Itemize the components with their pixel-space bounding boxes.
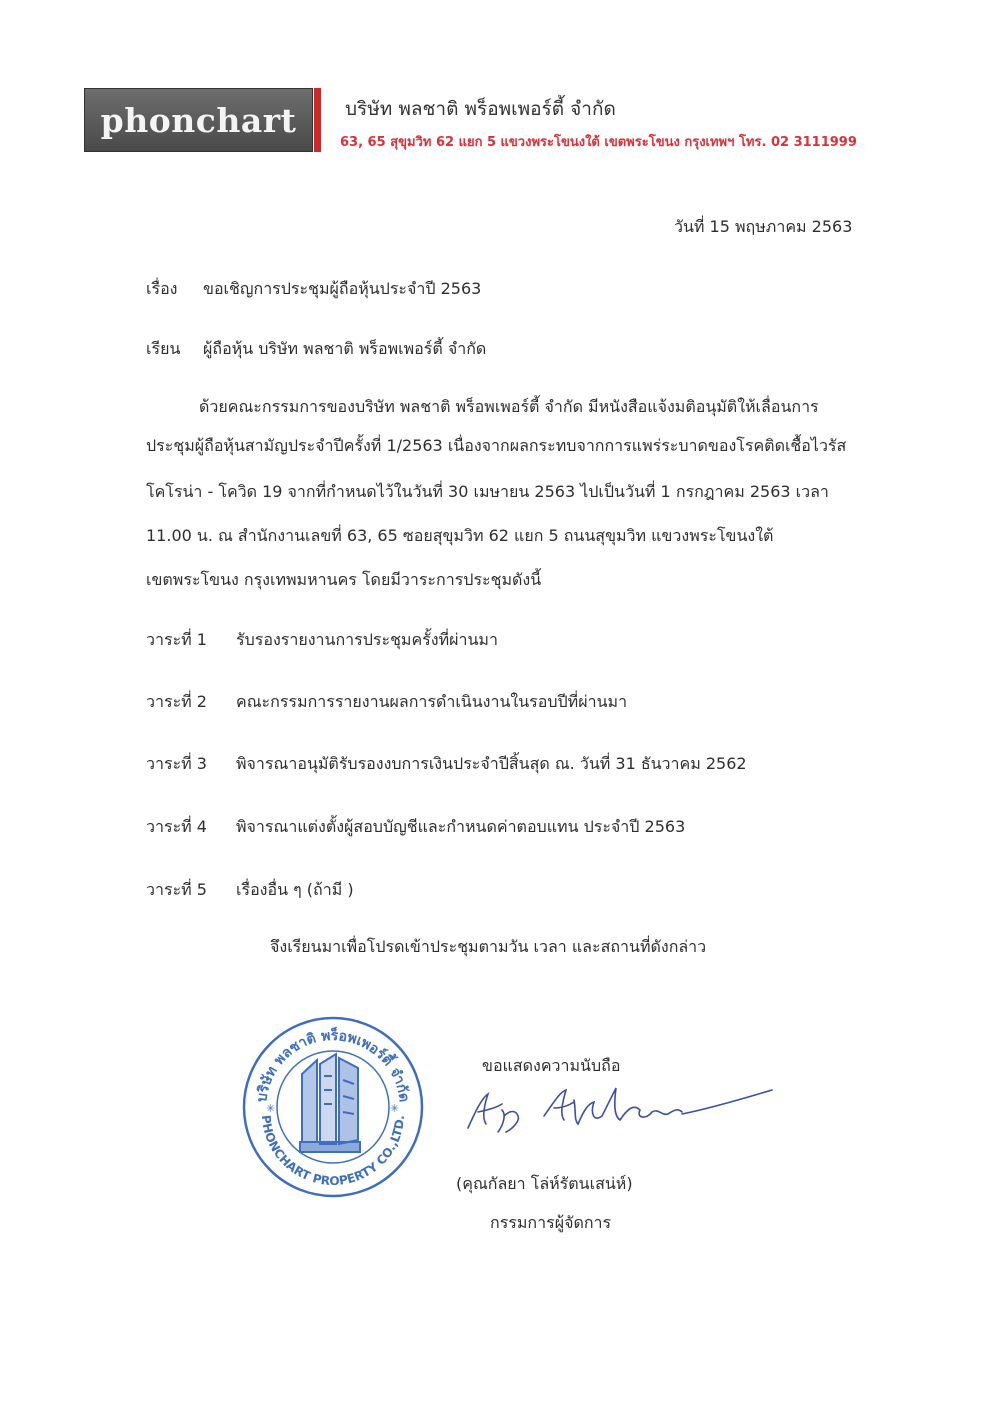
recipient-label: เรียน — [146, 339, 181, 358]
stamp-text-bottom: PHONCHART PROPERTY CO.,LTD. — [258, 1114, 408, 1189]
recipient-text: ผู้ถือหุ้น บริษัท พลชาติ พร็อพเพอร์ตี้ จำกัด — [203, 339, 487, 358]
agenda-label: วาระที่ 3 — [146, 754, 207, 773]
logo-accent-bar — [314, 88, 321, 152]
agenda-label: วาระที่ 5 — [146, 880, 207, 899]
agenda-label: วาระที่ 4 — [146, 817, 207, 836]
agenda-text: พิจารณาอนุมัติรับรองงบการเงินประจำปีสิ้นสุด ณ. วันที่ 31 ธันวาคม 2562 — [236, 754, 747, 773]
company-name: บริษัท พลชาติ พร็อพเพอร์ตี้ จำกัด — [345, 98, 616, 120]
svg-text:✳: ✳ — [266, 1102, 276, 1115]
letter-date: วันที่ 15 พฤษภาคม 2563 — [674, 217, 853, 236]
company-address: 63, 65 สุขุมวิท 62 แยก 5 แขวงพระโขนงใต้ เขตพระโขนง กรุงเทพฯ โทร. 02 3111999 — [340, 135, 857, 150]
subject-label: เรื่อง — [146, 279, 178, 298]
stamp-text-top: บริษัท พลชาติ พร็อพเพอร์ตี้ จำกัด — [254, 1027, 412, 1104]
regards-text: ขอแสดงความนับถือ — [482, 1056, 621, 1075]
building-emblem — [300, 1054, 360, 1152]
body-line: ด้วยคณะกรรมการของบริษัท พลชาติ พร็อพเพอร์ตี้ จำกัด มีหนังสือแจ้งมติอนุมัติให้เลื่อนการ — [199, 397, 819, 416]
company-stamp — [240, 1014, 426, 1200]
svg-text:✳: ✳ — [390, 1102, 400, 1115]
logo-text: phonchart — [100, 100, 297, 140]
body-line: 11.00 น. ณ สำนักงานเลขที่ 63, 65 ซอยสุขุมวิท 62 แยก 5 ถนนสุขุมวิท แขวงพระโขนงใต้ — [146, 526, 774, 545]
body-line: ประชุมผู้ถือหุ้นสามัญประจำปีครั้งที่ 1/2563 เนื่องจากผลกระทบจากการแพร่ระบาดของโรคติดเชื้อไวรัส — [146, 436, 847, 455]
agenda-label: วาระที่ 1 — [146, 630, 207, 649]
company-logo — [84, 88, 313, 152]
agenda-text: คณะกรรมการรายงานผลการดำเนินงานในรอบปีที่ผ่านมา — [236, 692, 628, 711]
agenda-text: พิจารณาแต่งตั้งผู้สอบบัญชีและกำหนดค่าตอบแทน ประจำปี 2563 — [236, 817, 686, 836]
signer-position: กรรมการผู้จัดการ — [490, 1213, 612, 1232]
closing-text: จึงเรียนมาเพื่อโปรดเข้าประชุมตามวัน เวลา และสถานที่ดังกล่าว — [270, 937, 707, 956]
body-line: โคโรน่า - โควิด 19 จากที่กำหนดไว้ในวันที่ 30 เมษายน 2563 ไปเป็นวันที่ 1 กรกฎาคม 2563 เวลา — [146, 482, 829, 501]
agenda-label: วาระที่ 2 — [146, 692, 207, 711]
agenda-text: รับรองรายงานการประชุมครั้งที่ผ่านมา — [236, 630, 498, 649]
handwritten-signature — [462, 1080, 782, 1140]
agenda-text: เรื่องอื่น ๆ (ถ้ามี ) — [236, 880, 354, 899]
subject-text: ขอเชิญการประชุมผู้ถือหุ้นประจำปี 2563 — [203, 279, 482, 298]
signer-name: (คุณกัลยา โล่ห์รัตนเสน่ห์) — [456, 1174, 633, 1193]
body-line: เขตพระโขนง กรุงเทพมหานคร โดยมีวาระการประชุมดังนี้ — [146, 570, 542, 589]
